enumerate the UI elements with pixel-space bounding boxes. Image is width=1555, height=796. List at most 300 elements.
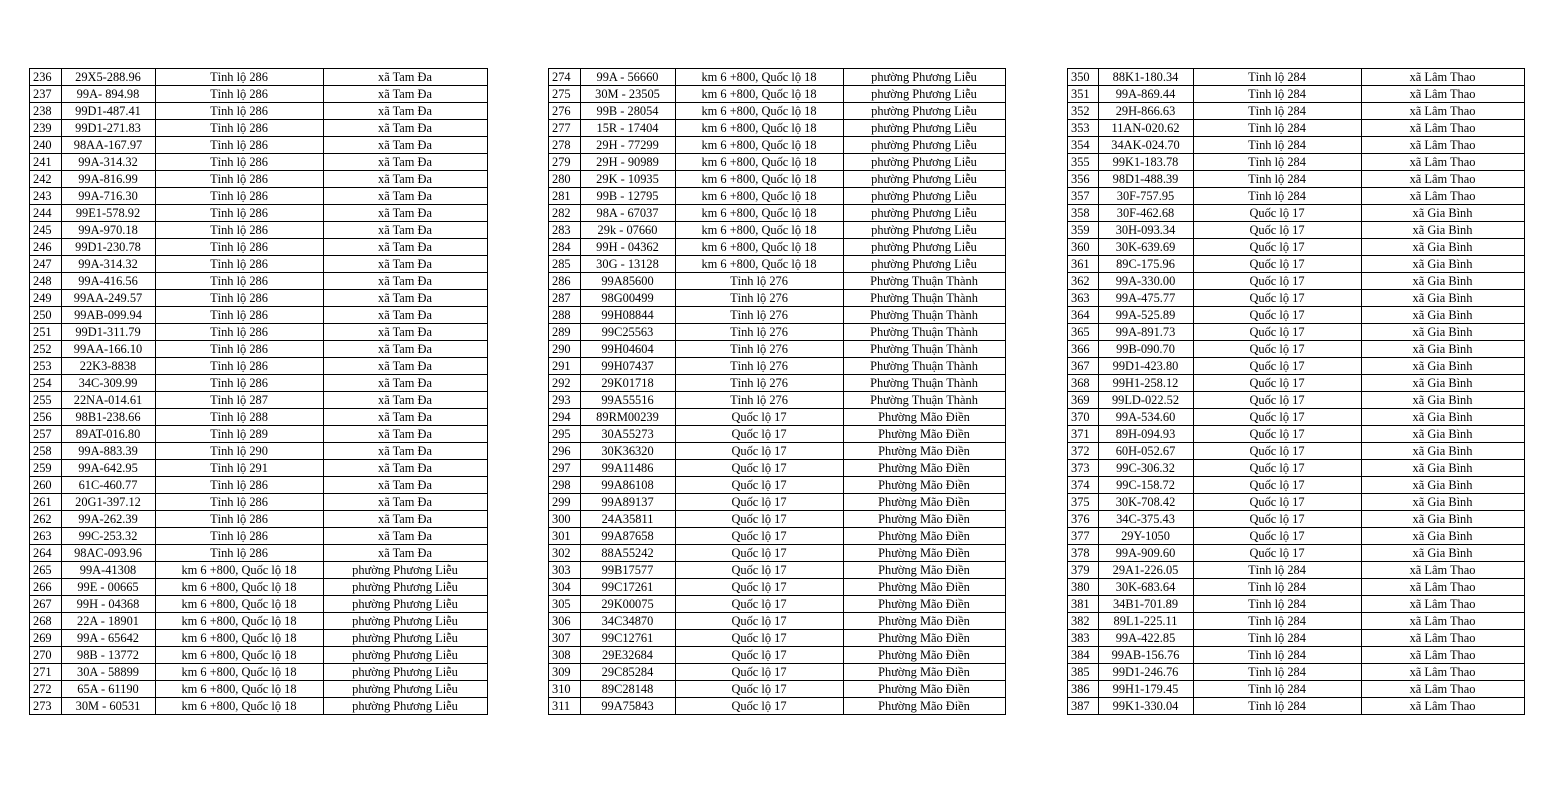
row-number-cell: 278 bbox=[549, 137, 581, 154]
row-number-cell: 237 bbox=[30, 86, 62, 103]
license-plate-cell: 30K-708.42 bbox=[1099, 494, 1194, 511]
license-plate-cell: 34C34870 bbox=[581, 613, 676, 630]
row-number-cell: 356 bbox=[1068, 171, 1099, 188]
commune-ward-cell: xã Tam Đa bbox=[324, 120, 488, 137]
license-plate-cell: 15R - 17404 bbox=[581, 120, 676, 137]
road-location-cell: Tỉnh lộ 286 bbox=[156, 69, 324, 86]
road-location-cell: Quốc lộ 17 bbox=[676, 528, 844, 545]
license-plate-cell: 89AT-016.80 bbox=[62, 426, 156, 443]
table-row bbox=[549, 171, 1006, 188]
table-row bbox=[30, 477, 488, 494]
license-plate-cell: 99A - 65642 bbox=[62, 630, 156, 647]
commune-ward-cell: Phường Mão Điền bbox=[844, 460, 1006, 477]
license-plate-cell: 99A - 56660 bbox=[581, 69, 676, 86]
road-location-cell: Tỉnh lộ 286 bbox=[156, 205, 324, 222]
row-number-cell: 353 bbox=[1068, 120, 1099, 137]
license-plate-cell: 99A-41308 bbox=[62, 562, 156, 579]
row-number-cell: 359 bbox=[1068, 222, 1099, 239]
road-location-cell: Tỉnh lộ 290 bbox=[156, 443, 324, 460]
license-plate-cell: 99A11486 bbox=[581, 460, 676, 477]
commune-ward-cell: phường Phương Liễu bbox=[324, 698, 488, 715]
commune-ward-cell: xã Tam Đa bbox=[324, 511, 488, 528]
commune-ward-cell: Phường Thuận Thành bbox=[844, 290, 1006, 307]
road-location-cell: Tỉnh lộ 284 bbox=[1194, 137, 1362, 154]
license-plate-cell: 99C-158.72 bbox=[1099, 477, 1194, 494]
license-plate-cell: 98AC-093.96 bbox=[62, 545, 156, 562]
commune-ward-cell: xã Tam Đa bbox=[324, 324, 488, 341]
row-number-cell: 249 bbox=[30, 290, 62, 307]
commune-ward-cell: xã Tam Đa bbox=[324, 69, 488, 86]
table-row bbox=[1068, 511, 1525, 528]
road-location-cell: km 6 +800, Quốc lộ 18 bbox=[676, 205, 844, 222]
row-number-cell: 260 bbox=[30, 477, 62, 494]
road-location-cell: Quốc lộ 17 bbox=[1194, 392, 1362, 409]
table-row bbox=[1068, 154, 1525, 171]
table-row bbox=[549, 681, 1006, 698]
commune-ward-cell: phường Phương Liễu bbox=[844, 137, 1006, 154]
commune-ward-cell: Phường Mão Điền bbox=[844, 630, 1006, 647]
road-location-cell: Quốc lộ 17 bbox=[1194, 494, 1362, 511]
road-location-cell: km 6 +800, Quốc lộ 18 bbox=[676, 256, 844, 273]
row-number-cell: 305 bbox=[549, 596, 581, 613]
commune-ward-cell: xã Gia Bình bbox=[1362, 460, 1525, 477]
license-plate-cell: 34B1-701.89 bbox=[1099, 596, 1194, 613]
road-location-cell: Quốc lộ 17 bbox=[676, 460, 844, 477]
road-location-cell: Tỉnh lộ 286 bbox=[156, 477, 324, 494]
row-number-cell: 279 bbox=[549, 154, 581, 171]
commune-ward-cell: Phường Mão Điền bbox=[844, 613, 1006, 630]
commune-ward-cell: phường Phương Liễu bbox=[324, 647, 488, 664]
road-location-cell: Tỉnh lộ 286 bbox=[156, 256, 324, 273]
road-location-cell: km 6 +800, Quốc lộ 18 bbox=[676, 239, 844, 256]
license-plate-cell: 98B1-238.66 bbox=[62, 409, 156, 426]
table-row bbox=[1068, 545, 1525, 562]
table-row bbox=[1068, 375, 1525, 392]
commune-ward-cell: xã Gia Bình bbox=[1362, 256, 1525, 273]
table-row bbox=[30, 205, 488, 222]
table-row bbox=[1068, 205, 1525, 222]
road-location-cell: km 6 +800, Quốc lộ 18 bbox=[676, 171, 844, 188]
row-number-cell: 374 bbox=[1068, 477, 1099, 494]
row-number-cell: 240 bbox=[30, 137, 62, 154]
commune-ward-cell: Phường Mão Điền bbox=[844, 409, 1006, 426]
row-number-cell: 351 bbox=[1068, 86, 1099, 103]
road-location-cell: Tỉnh lộ 276 bbox=[676, 290, 844, 307]
row-number-cell: 243 bbox=[30, 188, 62, 205]
road-location-cell: Tỉnh lộ 276 bbox=[676, 307, 844, 324]
table-row bbox=[1068, 103, 1525, 120]
commune-ward-cell: Phường Mão Điền bbox=[844, 545, 1006, 562]
row-number-cell: 275 bbox=[549, 86, 581, 103]
table-row bbox=[549, 477, 1006, 494]
row-number-cell: 261 bbox=[30, 494, 62, 511]
road-location-cell: Quốc lộ 17 bbox=[1194, 273, 1362, 290]
commune-ward-cell: xã Tam Đa bbox=[324, 256, 488, 273]
license-plate-cell: 30K36320 bbox=[581, 443, 676, 460]
table-row bbox=[549, 324, 1006, 341]
license-plate-cell: 30A55273 bbox=[581, 426, 676, 443]
road-location-cell: Quốc lộ 17 bbox=[1194, 409, 1362, 426]
table-row bbox=[30, 460, 488, 477]
row-number-cell: 295 bbox=[549, 426, 581, 443]
row-number-cell: 297 bbox=[549, 460, 581, 477]
row-number-cell: 252 bbox=[30, 341, 62, 358]
road-location-cell: Tỉnh lộ 288 bbox=[156, 409, 324, 426]
license-plate-cell: 29H-866.63 bbox=[1099, 103, 1194, 120]
road-location-cell: km 6 +800, Quốc lộ 18 bbox=[676, 103, 844, 120]
commune-ward-cell: xã Tam Đa bbox=[324, 239, 488, 256]
license-plate-cell: 99C12761 bbox=[581, 630, 676, 647]
row-number-cell: 270 bbox=[30, 647, 62, 664]
license-plate-cell: 99A-422.85 bbox=[1099, 630, 1194, 647]
license-plate-cell: 99A-891.73 bbox=[1099, 324, 1194, 341]
row-number-cell: 379 bbox=[1068, 562, 1099, 579]
row-number-cell: 253 bbox=[30, 358, 62, 375]
road-location-cell: Tỉnh lộ 286 bbox=[156, 120, 324, 137]
table-row bbox=[1068, 307, 1525, 324]
license-plate-cell: 99A-525.89 bbox=[1099, 307, 1194, 324]
commune-ward-cell: xã Tam Đa bbox=[324, 426, 488, 443]
violation-table-1 bbox=[29, 68, 488, 715]
commune-ward-cell: xã Gia Bình bbox=[1362, 273, 1525, 290]
license-plate-cell: 99A-475.77 bbox=[1099, 290, 1194, 307]
table-row bbox=[30, 69, 488, 86]
commune-ward-cell: phường Phương Liễu bbox=[324, 562, 488, 579]
row-number-cell: 281 bbox=[549, 188, 581, 205]
commune-ward-cell: phường Phương Liễu bbox=[324, 579, 488, 596]
table-row bbox=[1068, 273, 1525, 290]
license-plate-cell: 30M - 23505 bbox=[581, 86, 676, 103]
commune-ward-cell: xã Gia Bình bbox=[1362, 307, 1525, 324]
road-location-cell: Quốc lộ 17 bbox=[1194, 358, 1362, 375]
road-location-cell: Quốc lộ 17 bbox=[1194, 545, 1362, 562]
license-plate-cell: 99B-090.70 bbox=[1099, 341, 1194, 358]
commune-ward-cell: xã Tam Đa bbox=[324, 494, 488, 511]
commune-ward-cell: xã Lâm Thao bbox=[1362, 664, 1525, 681]
table-row bbox=[549, 443, 1006, 460]
row-number-cell: 264 bbox=[30, 545, 62, 562]
row-number-cell: 362 bbox=[1068, 273, 1099, 290]
road-location-cell: km 6 +800, Quốc lộ 18 bbox=[156, 596, 324, 613]
road-location-cell: Tỉnh lộ 284 bbox=[1194, 613, 1362, 630]
road-location-cell: Quốc lộ 17 bbox=[676, 511, 844, 528]
table-row bbox=[30, 137, 488, 154]
license-plate-cell: 99K1-330.04 bbox=[1099, 698, 1194, 715]
row-number-cell: 375 bbox=[1068, 494, 1099, 511]
row-number-cell: 273 bbox=[30, 698, 62, 715]
row-number-cell: 257 bbox=[30, 426, 62, 443]
table-row bbox=[30, 171, 488, 188]
license-plate-cell: 65A - 61190 bbox=[62, 681, 156, 698]
license-plate-cell: 99C25563 bbox=[581, 324, 676, 341]
license-plate-cell: 89C28148 bbox=[581, 681, 676, 698]
commune-ward-cell: Phường Thuận Thành bbox=[844, 307, 1006, 324]
commune-ward-cell: xã Lâm Thao bbox=[1362, 137, 1525, 154]
commune-ward-cell: xã Lâm Thao bbox=[1362, 698, 1525, 715]
table-row bbox=[549, 596, 1006, 613]
commune-ward-cell: xã Gia Bình bbox=[1362, 375, 1525, 392]
license-plate-cell: 99A-816.99 bbox=[62, 171, 156, 188]
license-plate-cell: 99A-262.39 bbox=[62, 511, 156, 528]
row-number-cell: 256 bbox=[30, 409, 62, 426]
violation-table-2 bbox=[548, 68, 1006, 715]
row-number-cell: 262 bbox=[30, 511, 62, 528]
license-plate-cell: 99K1-183.78 bbox=[1099, 154, 1194, 171]
commune-ward-cell: xã Tam Đa bbox=[324, 392, 488, 409]
table-row bbox=[1068, 290, 1525, 307]
commune-ward-cell: Phường Thuận Thành bbox=[844, 392, 1006, 409]
table-row bbox=[1068, 443, 1525, 460]
row-number-cell: 239 bbox=[30, 120, 62, 137]
license-plate-cell: 99E - 00665 bbox=[62, 579, 156, 596]
license-plate-cell: 99C-253.32 bbox=[62, 528, 156, 545]
license-plate-cell: 99A89137 bbox=[581, 494, 676, 511]
table-row bbox=[30, 494, 488, 511]
road-location-cell: Tỉnh lộ 287 bbox=[156, 392, 324, 409]
table-row bbox=[1068, 137, 1525, 154]
road-location-cell: Quốc lộ 17 bbox=[1194, 205, 1362, 222]
row-number-cell: 246 bbox=[30, 239, 62, 256]
road-location-cell: Quốc lộ 17 bbox=[1194, 528, 1362, 545]
commune-ward-cell: phường Phương Liễu bbox=[324, 613, 488, 630]
row-number-cell: 377 bbox=[1068, 528, 1099, 545]
road-location-cell: Tỉnh lộ 284 bbox=[1194, 86, 1362, 103]
table-row bbox=[549, 154, 1006, 171]
commune-ward-cell: phường Phương Liễu bbox=[844, 171, 1006, 188]
commune-ward-cell: xã Lâm Thao bbox=[1362, 562, 1525, 579]
road-location-cell: Quốc lộ 17 bbox=[676, 681, 844, 698]
table-row bbox=[549, 698, 1006, 715]
table-row bbox=[30, 154, 488, 171]
table-row bbox=[549, 307, 1006, 324]
license-plate-cell: 99B - 28054 bbox=[581, 103, 676, 120]
row-number-cell: 259 bbox=[30, 460, 62, 477]
table-row bbox=[30, 120, 488, 137]
license-plate-cell: 29K00075 bbox=[581, 596, 676, 613]
commune-ward-cell: Phường Mão Điền bbox=[844, 664, 1006, 681]
road-location-cell: km 6 +800, Quốc lộ 18 bbox=[156, 613, 324, 630]
commune-ward-cell: xã Tam Đa bbox=[324, 205, 488, 222]
license-plate-cell: 99A-883.39 bbox=[62, 443, 156, 460]
road-location-cell: Tỉnh lộ 284 bbox=[1194, 681, 1362, 698]
license-plate-cell: 99A-970.18 bbox=[62, 222, 156, 239]
license-plate-cell: 99H08844 bbox=[581, 307, 676, 324]
commune-ward-cell: Phường Mão Điền bbox=[844, 443, 1006, 460]
row-number-cell: 263 bbox=[30, 528, 62, 545]
commune-ward-cell: xã Lâm Thao bbox=[1362, 103, 1525, 120]
commune-ward-cell: xã Gia Bình bbox=[1362, 205, 1525, 222]
road-location-cell: Tỉnh lộ 286 bbox=[156, 154, 324, 171]
commune-ward-cell: xã Lâm Thao bbox=[1362, 69, 1525, 86]
row-number-cell: 277 bbox=[549, 120, 581, 137]
row-number-cell: 384 bbox=[1068, 647, 1099, 664]
road-location-cell: km 6 +800, Quốc lộ 18 bbox=[676, 222, 844, 239]
road-location-cell: Tỉnh lộ 284 bbox=[1194, 103, 1362, 120]
license-plate-cell: 99A75843 bbox=[581, 698, 676, 715]
row-number-cell: 267 bbox=[30, 596, 62, 613]
road-location-cell: Quốc lộ 17 bbox=[676, 494, 844, 511]
table-row bbox=[549, 613, 1006, 630]
row-number-cell: 303 bbox=[549, 562, 581, 579]
table-row bbox=[549, 120, 1006, 137]
row-number-cell: 380 bbox=[1068, 579, 1099, 596]
commune-ward-cell: Phường Mão Điền bbox=[844, 528, 1006, 545]
road-location-cell: Quốc lộ 17 bbox=[676, 477, 844, 494]
commune-ward-cell: xã Gia Bình bbox=[1362, 545, 1525, 562]
table-row bbox=[549, 375, 1006, 392]
license-plate-cell: 99LD-022.52 bbox=[1099, 392, 1194, 409]
license-plate-cell: 99D1-487.41 bbox=[62, 103, 156, 120]
table-row bbox=[30, 375, 488, 392]
row-number-cell: 254 bbox=[30, 375, 62, 392]
table-row bbox=[30, 358, 488, 375]
table-row bbox=[1068, 562, 1525, 579]
license-plate-cell: 89H-094.93 bbox=[1099, 426, 1194, 443]
commune-ward-cell: xã Gia Bình bbox=[1362, 443, 1525, 460]
road-location-cell: km 6 +800, Quốc lộ 18 bbox=[676, 188, 844, 205]
table-row bbox=[1068, 647, 1525, 664]
road-location-cell: Quốc lộ 17 bbox=[1194, 511, 1362, 528]
row-number-cell: 370 bbox=[1068, 409, 1099, 426]
row-number-cell: 299 bbox=[549, 494, 581, 511]
row-number-cell: 311 bbox=[549, 698, 581, 715]
row-number-cell: 241 bbox=[30, 154, 62, 171]
commune-ward-cell: Phường Thuận Thành bbox=[844, 273, 1006, 290]
license-plate-cell: 99A-716.30 bbox=[62, 188, 156, 205]
commune-ward-cell: xã Gia Bình bbox=[1362, 222, 1525, 239]
commune-ward-cell: Phường Thuận Thành bbox=[844, 358, 1006, 375]
license-plate-cell: 99H1-179.45 bbox=[1099, 681, 1194, 698]
row-number-cell: 385 bbox=[1068, 664, 1099, 681]
table-row bbox=[1068, 494, 1525, 511]
row-number-cell: 276 bbox=[549, 103, 581, 120]
license-plate-cell: 99A87658 bbox=[581, 528, 676, 545]
row-number-cell: 294 bbox=[549, 409, 581, 426]
license-plate-cell: 99C17261 bbox=[581, 579, 676, 596]
table-row bbox=[549, 511, 1006, 528]
table-row bbox=[549, 528, 1006, 545]
commune-ward-cell: Phường Mão Điền bbox=[844, 596, 1006, 613]
row-number-cell: 301 bbox=[549, 528, 581, 545]
commune-ward-cell: xã Tam Đa bbox=[324, 460, 488, 477]
road-location-cell: km 6 +800, Quốc lộ 18 bbox=[156, 681, 324, 698]
row-number-cell: 361 bbox=[1068, 256, 1099, 273]
table-row bbox=[30, 409, 488, 426]
road-location-cell: km 6 +800, Quốc lộ 18 bbox=[156, 579, 324, 596]
table-row bbox=[30, 613, 488, 630]
table-row bbox=[30, 545, 488, 562]
table-row bbox=[30, 256, 488, 273]
row-number-cell: 350 bbox=[1068, 69, 1099, 86]
commune-ward-cell: phường Phương Liễu bbox=[844, 188, 1006, 205]
road-location-cell: Quốc lộ 17 bbox=[1194, 460, 1362, 477]
row-number-cell: 358 bbox=[1068, 205, 1099, 222]
row-number-cell: 238 bbox=[30, 103, 62, 120]
license-plate-cell: 30M - 60531 bbox=[62, 698, 156, 715]
row-number-cell: 360 bbox=[1068, 239, 1099, 256]
license-plate-cell: 99D1-423.80 bbox=[1099, 358, 1194, 375]
table-row bbox=[549, 69, 1006, 86]
commune-ward-cell: xã Lâm Thao bbox=[1362, 596, 1525, 613]
table-row bbox=[1068, 698, 1525, 715]
commune-ward-cell: phường Phương Liễu bbox=[324, 664, 488, 681]
road-location-cell: km 6 +800, Quốc lộ 18 bbox=[156, 562, 324, 579]
commune-ward-cell: xã Tam Đa bbox=[324, 443, 488, 460]
commune-ward-cell: phường Phương Liễu bbox=[844, 86, 1006, 103]
commune-ward-cell: xã Gia Bình bbox=[1362, 239, 1525, 256]
row-number-cell: 376 bbox=[1068, 511, 1099, 528]
road-location-cell: km 6 +800, Quốc lộ 18 bbox=[156, 664, 324, 681]
road-location-cell: km 6 +800, Quốc lộ 18 bbox=[676, 154, 844, 171]
table-row bbox=[30, 341, 488, 358]
license-plate-cell: 22K3-8838 bbox=[62, 358, 156, 375]
commune-ward-cell: phường Phương Liễu bbox=[324, 681, 488, 698]
license-plate-cell: 29H - 77299 bbox=[581, 137, 676, 154]
license-plate-cell: 98B - 13772 bbox=[62, 647, 156, 664]
table-row bbox=[1068, 188, 1525, 205]
road-location-cell: Tỉnh lộ 276 bbox=[676, 358, 844, 375]
license-plate-cell: 34AK-024.70 bbox=[1099, 137, 1194, 154]
table-row bbox=[1068, 392, 1525, 409]
row-number-cell: 282 bbox=[549, 205, 581, 222]
table-row bbox=[549, 137, 1006, 154]
road-location-cell: Quốc lộ 17 bbox=[676, 409, 844, 426]
license-plate-cell: 99C-306.32 bbox=[1099, 460, 1194, 477]
commune-ward-cell: xã Tam Đa bbox=[324, 222, 488, 239]
commune-ward-cell: Phường Mão Điền bbox=[844, 426, 1006, 443]
row-number-cell: 236 bbox=[30, 69, 62, 86]
row-number-cell: 245 bbox=[30, 222, 62, 239]
table-row bbox=[1068, 630, 1525, 647]
road-location-cell: Tỉnh lộ 289 bbox=[156, 426, 324, 443]
road-location-cell: Tỉnh lộ 286 bbox=[156, 103, 324, 120]
row-number-cell: 283 bbox=[549, 222, 581, 239]
license-plate-cell: 99D1-271.83 bbox=[62, 120, 156, 137]
road-location-cell: Quốc lộ 17 bbox=[676, 647, 844, 664]
license-plate-cell: 99A-869.44 bbox=[1099, 86, 1194, 103]
road-location-cell: Tỉnh lộ 291 bbox=[156, 460, 324, 477]
road-location-cell: Tỉnh lộ 276 bbox=[676, 341, 844, 358]
license-plate-cell: 99D1-246.76 bbox=[1099, 664, 1194, 681]
row-number-cell: 355 bbox=[1068, 154, 1099, 171]
row-number-cell: 372 bbox=[1068, 443, 1099, 460]
commune-ward-cell: xã Tam Đa bbox=[324, 171, 488, 188]
road-location-cell: Tỉnh lộ 284 bbox=[1194, 171, 1362, 188]
table-row bbox=[30, 188, 488, 205]
table-row bbox=[30, 647, 488, 664]
table-row bbox=[549, 494, 1006, 511]
license-plate-cell: 99E1-578.92 bbox=[62, 205, 156, 222]
row-number-cell: 255 bbox=[30, 392, 62, 409]
road-location-cell: Quốc lộ 17 bbox=[1194, 222, 1362, 239]
commune-ward-cell: phường Phương Liễu bbox=[844, 69, 1006, 86]
table-row bbox=[1068, 86, 1525, 103]
row-number-cell: 373 bbox=[1068, 460, 1099, 477]
license-plate-cell: 29K01718 bbox=[581, 375, 676, 392]
table-row bbox=[30, 103, 488, 120]
table-row bbox=[1068, 120, 1525, 137]
road-location-cell: Tỉnh lộ 286 bbox=[156, 341, 324, 358]
road-location-cell: Tỉnh lộ 276 bbox=[676, 375, 844, 392]
commune-ward-cell: phường Phương Liễu bbox=[844, 154, 1006, 171]
table-row bbox=[1068, 239, 1525, 256]
license-plate-cell: 99H - 04362 bbox=[581, 239, 676, 256]
commune-ward-cell: phường Phương Liễu bbox=[844, 222, 1006, 239]
row-number-cell: 242 bbox=[30, 171, 62, 188]
road-location-cell: Tỉnh lộ 284 bbox=[1194, 647, 1362, 664]
table-row bbox=[549, 460, 1006, 477]
commune-ward-cell: xã Lâm Thao bbox=[1362, 681, 1525, 698]
